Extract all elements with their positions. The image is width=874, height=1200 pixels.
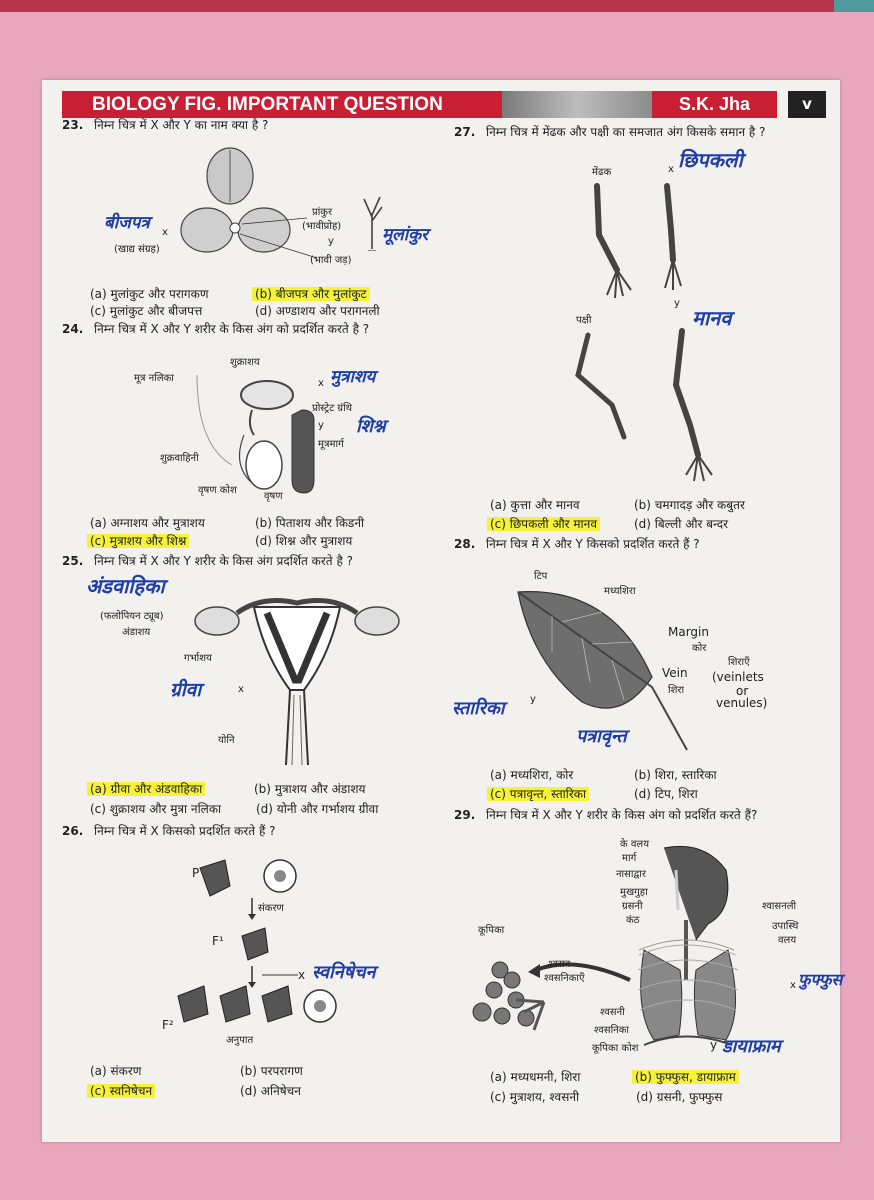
option-a-answer <box>87 780 205 797</box>
handwritten-y-answer: शिश्न <box>356 416 386 437</box>
label-shiraen: शिराएँ <box>728 657 750 668</box>
label-kupika: कूपिका <box>478 925 505 936</box>
label-shukravahini: शुक्रवाहिनी <box>160 453 199 464</box>
hybridisation-diagram <box>170 856 350 1036</box>
option-a: (a) मुलांकुट और परागकण <box>90 287 209 301</box>
question-number: 23. <box>62 118 84 132</box>
label-shwasni: श्वसनी <box>600 1007 625 1018</box>
handwritten-y-answer: मानव <box>692 306 732 330</box>
question-text: निम्न चित्र में X और Y किसको प्रदर्शित करते हैं ? <box>486 537 700 551</box>
label-upasthi: उपास्थि <box>772 921 799 932</box>
label-grasni: ग्रसनी <box>622 901 643 912</box>
question-number: 25. <box>62 554 84 568</box>
label-ke-valay: के वलय <box>620 839 649 850</box>
label-anupat: अनुपात <box>226 1035 254 1046</box>
label-valay: वलय <box>778 935 797 946</box>
author-label: S.K. Jha <box>652 91 777 118</box>
option-text: (c) पत्रावृन्त, स्तारिका <box>487 787 589 801</box>
handwritten-x-answer: मुत्राशय <box>330 367 376 387</box>
label-shwasan: श्वसन <box>548 959 571 970</box>
label-x: x <box>790 980 796 991</box>
handwritten-x-answer: छिपकली <box>678 148 743 172</box>
option-text: (b) बीजपत्र और मुलांकुट <box>252 287 370 301</box>
page-number: v <box>788 91 826 118</box>
handwritten-top-answer: अंडवाहिका <box>86 574 165 598</box>
option-a: (a) मध्यधमनी, शिरा <box>490 1070 581 1084</box>
option-b-answer <box>252 285 370 302</box>
label-vrishan-kosh: वृषण कोश <box>198 485 237 496</box>
frog-limb-diagram <box>587 180 702 305</box>
label-andashay: अंडाशय <box>122 627 151 638</box>
option-b-answer <box>632 1068 739 1085</box>
label-tip: टिप <box>534 571 548 582</box>
label-marg: मार्ग <box>622 853 637 864</box>
option-d: (d) योनी और गर्भाशय ग्रीवा <box>256 802 379 816</box>
handwritten-x-answer: ग्रीवा <box>170 679 202 701</box>
question-number: 29. <box>454 808 476 822</box>
option-b: (b) मुत्राशय और अंडाशय <box>254 782 366 796</box>
label-or: or <box>736 684 749 698</box>
label-kanth: कंठ <box>626 915 640 926</box>
label-shwasnika: श्वसनिका <box>594 1025 629 1036</box>
label-x: x <box>318 378 324 389</box>
option-b: (b) चमगादड़ और कबुतर <box>634 498 745 512</box>
option-b: (b) शिरा, स्तारिका <box>634 768 717 782</box>
option-a: (a) कुत्ता और मानव <box>490 498 580 512</box>
label-sankaran: संकरण <box>258 903 284 914</box>
label-y: y <box>318 420 324 431</box>
label-shukrashay: शुक्राशय <box>230 357 260 368</box>
option-text: (c) छिपकली और मानव <box>487 517 600 531</box>
question-number: 26. <box>62 824 84 838</box>
option-d: (d) बिल्ली और बन्दर <box>634 517 729 531</box>
question-text: निम्न चित्र में मेंढक और पक्षी का समजात अंग किसके समान है ? <box>486 125 766 139</box>
option-text: (c) मुत्राशय और शिश्न <box>87 534 189 548</box>
label-bhavi-jad: (भावी जड़) <box>310 255 352 266</box>
label-prostate: प्रोस्ट्रेट ग्रंथि <box>312 403 353 414</box>
option-a: (a) अग्नाशय और मुत्राशय <box>90 516 205 530</box>
label-garbhashay: गर्भाशय <box>184 653 212 664</box>
question-text: निम्न चित्र में X और Y शरीर के किस अंग प्रदर्शित करते है ? <box>94 554 353 568</box>
question-26 <box>62 822 276 839</box>
handwritten-y-answer: पत्रावृन्त <box>576 726 627 747</box>
label-yoni: योनि <box>218 735 235 746</box>
option-c-answer <box>487 515 600 532</box>
label-prankur: प्रांकुर <box>312 207 333 218</box>
label-f2: F² <box>162 1018 174 1032</box>
label-y: y <box>674 298 680 309</box>
top-edge-strip <box>0 0 874 12</box>
label-x: x <box>162 227 168 238</box>
bird-and-human-limb-diagram <box>572 325 722 485</box>
label-vrishan: वृषण <box>264 491 283 502</box>
label-margin: Margin <box>668 625 709 639</box>
question-23 <box>62 116 268 133</box>
question-number: 24. <box>62 322 84 336</box>
option-a: (a) संकरण <box>90 1064 142 1078</box>
handwritten-x-answer: स्वनिषेचन <box>312 962 376 983</box>
label-p: P <box>192 866 200 880</box>
option-text: (a) ग्रीवा और अंडवाहिका <box>87 782 205 796</box>
label-kor: कोर <box>692 643 707 654</box>
label-x: x <box>298 968 306 982</box>
label-x: x <box>668 164 674 175</box>
handwritten-y-answer: मूलांकुर <box>382 225 429 245</box>
option-d: (d) शिश्न और मुत्राशय <box>255 534 353 548</box>
handwritten-x-answer: फुफ्फुस <box>798 970 843 989</box>
question-text: निम्न चित्र में X और Y शरीर के किस अंग को प्रदर्शित करते है ? <box>94 322 370 336</box>
option-c-answer <box>87 532 189 549</box>
label-vein: Vein <box>662 666 688 680</box>
question-number: 27. <box>454 125 476 139</box>
label-x: x <box>238 684 244 695</box>
handwritten-y-answer: डायाफ्राम <box>722 1036 781 1057</box>
label-veinlets: (veinlets <box>712 670 764 684</box>
option-c-answer <box>487 785 589 802</box>
label-y: y <box>328 236 334 247</box>
option-text: (b) फुफ्फुस, डायाफ्राम <box>632 1070 739 1084</box>
option-b: (b) परपरागण <box>240 1064 303 1078</box>
question-text: निम्न चित्र में X किसको प्रदर्शित करते हैं ? <box>94 824 276 838</box>
label-mendhak: मेंढक <box>592 167 612 178</box>
label-venules: venules) <box>716 696 768 710</box>
option-b: (b) पिताशय और किडनी <box>255 516 365 530</box>
label-mukhguha: मुखगुहा <box>620 887 648 898</box>
question-text: निम्न चित्र में X और Y शरीर के किस अंग को प्रदर्शित करते हैं? <box>486 808 758 822</box>
label-f1: F¹ <box>212 934 224 948</box>
label-shwasnali: श्वासनली <box>762 901 797 912</box>
page-title: BIOLOGY FIG. IMPORTANT QUESTION <box>62 91 502 118</box>
question-text: निम्न चित्र में X और Y का नाम क्या है ? <box>94 118 269 132</box>
option-d: (d) ग्रसनी, फुफ्फुस <box>636 1090 723 1104</box>
label-y: y <box>530 694 536 705</box>
option-a: (a) मध्यशिरा, कोर <box>490 768 574 782</box>
label-kupika-kosh: कूपिका कोश <box>592 1043 639 1054</box>
label-nasadwar: नासाद्वार <box>616 869 646 880</box>
top-edge-accent <box>834 0 874 12</box>
label-fallopian: (फलोपियन ट्यूब) <box>100 611 164 622</box>
book-page <box>42 80 843 1142</box>
question-28 <box>454 535 700 552</box>
question-27 <box>454 123 765 140</box>
label-mutra-nalika: मूत्र नलिका <box>134 373 174 384</box>
option-c: (c) शुक्राशय और मुत्रा नलिका <box>90 802 222 816</box>
option-d: (d) अण्डाशय और परागनली <box>255 304 380 318</box>
label-bhavi-praroh: (भावीप्रोह) <box>302 221 342 232</box>
option-text: (c) स्वनिषेचन <box>87 1084 155 1098</box>
question-25 <box>62 552 353 569</box>
question-number: 28. <box>454 537 476 551</box>
option-c: (c) मुत्राशय, श्वसनी <box>490 1090 580 1104</box>
label-pakshi: पक्षी <box>576 315 592 326</box>
option-c-answer <box>87 1082 155 1099</box>
header-gray-bar <box>502 91 652 118</box>
question-29 <box>454 806 757 823</box>
option-c: (c) मुलांकुट और बीजपत्त <box>90 304 203 318</box>
label-mutramarg: मूत्रमार्ग <box>318 439 344 450</box>
label-khadya-sangrah: (खाद्य संग्रह) <box>114 244 160 255</box>
label-shwasanikaen: श्वसनिकाएँ <box>544 973 585 984</box>
handwritten-x-answer: स्तारिका <box>452 698 505 719</box>
option-d: (d) टिप, शिरा <box>634 787 698 801</box>
label-y: y <box>710 1038 718 1052</box>
handwritten-x-answer: बीजपत्र <box>104 213 150 233</box>
label-madhyashira: मध्यशिरा <box>604 586 636 597</box>
label-shira: शिरा <box>668 685 685 696</box>
question-24 <box>62 320 369 337</box>
option-d: (d) अनिषेचन <box>240 1084 301 1098</box>
